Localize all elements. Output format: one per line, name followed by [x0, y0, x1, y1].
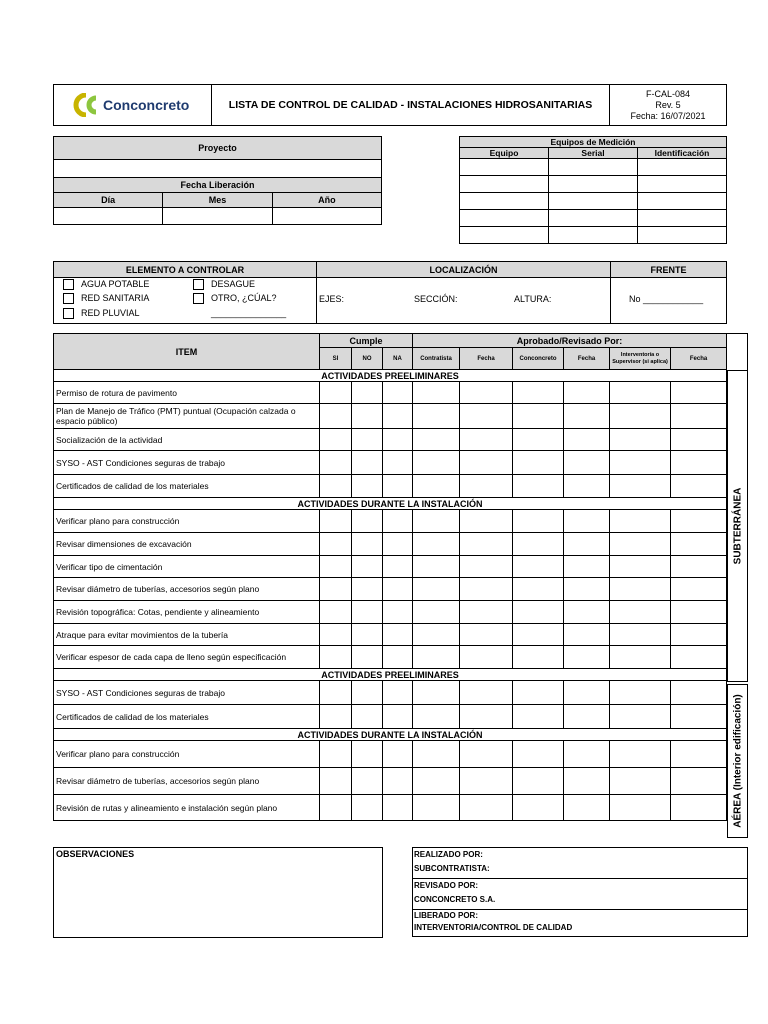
- item-label: Socialización de la actividad: [54, 429, 320, 451]
- ident-cell[interactable]: [638, 159, 727, 176]
- si-cell[interactable]: [320, 768, 352, 795]
- conconcreto-cell[interactable]: [513, 795, 564, 821]
- fecha-cell[interactable]: [460, 601, 513, 624]
- section-header: ACTIVIDADES DURANTE LA INSTALACIÓN: [54, 498, 727, 510]
- no-cell[interactable]: [352, 624, 383, 646]
- table-row: [54, 578, 748, 601]
- conconcreto-cell[interactable]: [513, 768, 564, 795]
- signatures-table: [412, 847, 748, 937]
- si-cell[interactable]: [320, 510, 352, 533]
- si-cell[interactable]: [320, 404, 352, 429]
- item-label: SYSO - AST Condiciones seguras de trabajo: [54, 451, 320, 475]
- side-label-subterranea: [727, 370, 748, 682]
- proyecto-value[interactable]: [54, 160, 382, 178]
- table-row: [54, 601, 748, 624]
- equipo-cell[interactable]: [460, 210, 549, 227]
- interventoria-cell[interactable]: [610, 510, 671, 533]
- fecha-cell[interactable]: [671, 429, 727, 451]
- contratista-cell[interactable]: [413, 556, 460, 578]
- fecha-liberacion-label: Fecha Liberación: [54, 178, 382, 193]
- fecha-cell[interactable]: [460, 681, 513, 705]
- fecha-cell[interactable]: [671, 510, 727, 533]
- interventoria-cell[interactable]: [610, 578, 671, 601]
- item-label: Verificar tipo de cimentación: [54, 556, 320, 578]
- ident-cell[interactable]: [638, 176, 727, 193]
- item-label: Revisar diámetro de tuberías, accesorios según plano: [54, 768, 320, 795]
- proyecto-label: Proyecto: [54, 137, 382, 160]
- si-cell[interactable]: [320, 681, 352, 705]
- checklist-table: [53, 333, 748, 821]
- conconcreto-cell[interactable]: [513, 646, 564, 669]
- checkbox-icon[interactable]: [63, 293, 74, 304]
- na-cell[interactable]: [383, 768, 413, 795]
- no-cell[interactable]: [352, 578, 383, 601]
- interventoria-cell[interactable]: [610, 681, 671, 705]
- localizacion-title: LOCALIZACIÓN: [317, 262, 611, 278]
- logo-cell: [54, 85, 212, 126]
- conconcreto-cell[interactable]: [513, 404, 564, 429]
- ident-cell[interactable]: [638, 227, 727, 244]
- fecha-cell[interactable]: [671, 601, 727, 624]
- fecha-cell[interactable]: [460, 429, 513, 451]
- elemento-options: [54, 278, 317, 324]
- equipo-cell[interactable]: [460, 227, 549, 244]
- serial-cell[interactable]: [549, 210, 638, 227]
- section-header: ACTIVIDADES PREELIMINARES: [54, 669, 727, 681]
- revisado-cell[interactable]: [413, 879, 748, 910]
- equipo-cell[interactable]: [460, 159, 549, 176]
- na-cell[interactable]: [383, 404, 413, 429]
- interventoria-cell[interactable]: [610, 556, 671, 578]
- fecha-cell[interactable]: [460, 705, 513, 729]
- no-cell[interactable]: [352, 601, 383, 624]
- contratista-cell[interactable]: [413, 601, 460, 624]
- item-label: Revisar dimensiones de excavación: [54, 533, 320, 556]
- na-cell[interactable]: [383, 475, 413, 498]
- contratista-cell[interactable]: [413, 768, 460, 795]
- item-header: ITEM: [54, 334, 320, 370]
- fecha-cell[interactable]: [564, 768, 610, 795]
- form-rev: Rev. 5: [655, 99, 681, 110]
- table-row: [54, 533, 748, 556]
- checklist-rows: [54, 370, 748, 821]
- fecha-cell[interactable]: [460, 382, 513, 404]
- table-row: [54, 404, 748, 429]
- si-cell[interactable]: [320, 451, 352, 475]
- si-cell[interactable]: [320, 601, 352, 624]
- subcontratista-label: SUBCONTRATISTA:: [414, 864, 490, 873]
- conconcreto-cell[interactable]: [513, 382, 564, 404]
- realizado-label: REALIZADO POR:: [414, 850, 483, 859]
- frente-field: [611, 278, 727, 324]
- fecha-cell[interactable]: [460, 646, 513, 669]
- equipo-col: Equipo: [460, 148, 549, 159]
- fecha-cell[interactable]: [671, 475, 727, 498]
- si-cell[interactable]: [320, 705, 352, 729]
- header-table: [53, 84, 727, 126]
- na-cell[interactable]: [383, 741, 413, 768]
- na-cell[interactable]: [383, 578, 413, 601]
- na-cell[interactable]: [383, 382, 413, 404]
- fecha-cell[interactable]: [671, 768, 727, 795]
- na-cell[interactable]: [383, 510, 413, 533]
- option-otro[interactable]: OTRO, ¿CÚAL?: [193, 293, 277, 304]
- serial-cell[interactable]: [549, 227, 638, 244]
- contratista-cell[interactable]: [413, 429, 460, 451]
- revisado-label: REVISADO POR:: [414, 881, 479, 890]
- fecha-cell[interactable]: [460, 556, 513, 578]
- contratista-cell[interactable]: [413, 475, 460, 498]
- fecha-cell[interactable]: [564, 451, 610, 475]
- contratista-cell[interactable]: [413, 451, 460, 475]
- anio-value[interactable]: [272, 208, 381, 225]
- localizacion-fields: [317, 278, 611, 324]
- interventoria-cell[interactable]: [610, 475, 671, 498]
- no-cell[interactable]: [352, 451, 383, 475]
- fecha-cell[interactable]: [671, 741, 727, 768]
- item-label: Permiso de rotura de pavimento: [54, 382, 320, 404]
- contratista-header: Contratista: [413, 348, 460, 370]
- conconcreto-cell[interactable]: [513, 451, 564, 475]
- si-cell[interactable]: [320, 795, 352, 821]
- si-cell[interactable]: [320, 475, 352, 498]
- table-row: [54, 451, 748, 475]
- conconcreto-logo-icon: [72, 93, 102, 117]
- no-cell[interactable]: [352, 741, 383, 768]
- fecha-cell[interactable]: [564, 624, 610, 646]
- conconcreto-cell[interactable]: [513, 556, 564, 578]
- section-header: ACTIVIDADES DURANTE LA INSTALACIÓN: [54, 729, 727, 741]
- contratista-cell[interactable]: [413, 705, 460, 729]
- conconcreto-cell[interactable]: [513, 510, 564, 533]
- checkbox-icon[interactable]: [63, 279, 74, 290]
- no-cell[interactable]: [352, 533, 383, 556]
- frente-no[interactable]: No ____________: [629, 294, 704, 304]
- interventoria-header: Interventoría o Supervisor (si aplica): [610, 348, 671, 370]
- no-cell[interactable]: [352, 705, 383, 729]
- table-row: [54, 556, 748, 578]
- fecha-cell[interactable]: [671, 533, 727, 556]
- form-code: F-CAL-084: [645, 88, 690, 99]
- conconcreto-cell[interactable]: [513, 475, 564, 498]
- na-cell[interactable]: [383, 556, 413, 578]
- fecha-cell[interactable]: [460, 404, 513, 429]
- serial-cell[interactable]: [549, 159, 638, 176]
- frente-title: FRENTE: [611, 262, 727, 278]
- no-cell[interactable]: [352, 768, 383, 795]
- fecha-cell[interactable]: [460, 578, 513, 601]
- item-label: Plan de Manejo de Tráfico (PMT) puntual (Ocupación calzada o espacio público): [54, 404, 320, 429]
- liberado-label: LIBERADO POR:: [414, 911, 478, 920]
- conconcreto-cell[interactable]: [513, 741, 564, 768]
- na-cell[interactable]: [383, 601, 413, 624]
- aprobado-header: Aprobado/Revisado Por:: [413, 334, 727, 348]
- fecha-cell[interactable]: [671, 451, 727, 475]
- conconcreto-cell[interactable]: [513, 681, 564, 705]
- fecha-cell[interactable]: [564, 429, 610, 451]
- interventoria-cell[interactable]: [610, 382, 671, 404]
- fecha-cell[interactable]: [671, 556, 727, 578]
- liberado-cell[interactable]: [413, 910, 748, 937]
- fecha-cell[interactable]: [564, 795, 610, 821]
- na-cell[interactable]: [383, 646, 413, 669]
- option-agua-potable[interactable]: AGUA POTABLE: [63, 279, 149, 290]
- equipos-title: Equipos de Medición: [460, 137, 727, 148]
- table-row: [54, 429, 748, 451]
- item-label: Atraque para evitar movimientos de la tubería: [54, 624, 320, 646]
- table-row: [54, 705, 748, 729]
- item-label: Verificar plano para construcción: [54, 510, 320, 533]
- interventoria-cell[interactable]: [610, 646, 671, 669]
- contratista-cell[interactable]: [413, 624, 460, 646]
- serial-cell[interactable]: [549, 193, 638, 210]
- checkbox-icon[interactable]: [193, 279, 204, 290]
- observaciones-box[interactable]: [53, 847, 383, 938]
- fecha-cell[interactable]: [564, 601, 610, 624]
- na-header: NA: [383, 348, 413, 370]
- mes-value[interactable]: [163, 208, 272, 225]
- identificacion-col: Identificación: [638, 148, 727, 159]
- si-cell[interactable]: [320, 578, 352, 601]
- fecha-cell[interactable]: [460, 741, 513, 768]
- elemento-title: ELEMENTO A CONTROLAR: [54, 262, 317, 278]
- no-cell[interactable]: [352, 556, 383, 578]
- interventoria-cell[interactable]: [610, 429, 671, 451]
- interventoria-cell[interactable]: [610, 741, 671, 768]
- item-label: Revisión de rutas y alineamiento e instalación según plano: [54, 795, 320, 821]
- form-date: Fecha: 16/07/2021: [630, 110, 706, 121]
- contratista-cell[interactable]: [413, 510, 460, 533]
- fecha-cell[interactable]: [671, 681, 727, 705]
- fecha-cell[interactable]: [460, 768, 513, 795]
- elemento-table: [53, 261, 727, 324]
- fecha-cell[interactable]: [564, 646, 610, 669]
- equipos-table: [459, 136, 727, 244]
- na-cell[interactable]: [383, 624, 413, 646]
- conconcreto-cell[interactable]: [513, 601, 564, 624]
- checkbox-icon[interactable]: [63, 308, 74, 319]
- anio-label: Año: [272, 193, 381, 208]
- equipo-cell[interactable]: [460, 176, 549, 193]
- checkbox-icon[interactable]: [193, 293, 204, 304]
- fecha-cell[interactable]: [671, 646, 727, 669]
- contratista-cell[interactable]: [413, 795, 460, 821]
- no-cell[interactable]: [352, 382, 383, 404]
- conconcreto-cell[interactable]: [513, 624, 564, 646]
- realizado-cell[interactable]: [413, 848, 748, 879]
- table-row: [54, 646, 748, 669]
- logo-text: Conconcreto: [103, 97, 190, 113]
- fecha-cell[interactable]: [564, 475, 610, 498]
- mes-label: Mes: [163, 193, 272, 208]
- no-cell[interactable]: [352, 475, 383, 498]
- si-cell[interactable]: [320, 429, 352, 451]
- option-desague[interactable]: DESAGUE: [193, 279, 255, 290]
- option-red-pluvial[interactable]: RED PLUVIAL: [63, 308, 140, 319]
- fecha-cell[interactable]: [564, 404, 610, 429]
- conconcreto-cell[interactable]: [513, 578, 564, 601]
- ident-cell[interactable]: [638, 210, 727, 227]
- interventoria-label: INTERVENTORIA/CONTROL DE CALIDAD: [414, 923, 573, 932]
- cumple-header: Cumple: [320, 334, 413, 348]
- altura-label: ALTURA:: [514, 294, 552, 304]
- interventoria-cell[interactable]: [610, 533, 671, 556]
- fecha-cell[interactable]: [460, 533, 513, 556]
- side-label-aerea: [727, 684, 748, 838]
- subterranea-label: SUBTERRÁNEA: [732, 487, 743, 565]
- fecha-cell[interactable]: [671, 795, 727, 821]
- fecha-cell[interactable]: [460, 475, 513, 498]
- fecha-cell[interactable]: [460, 624, 513, 646]
- interventoria-cell[interactable]: [610, 624, 671, 646]
- equipo-cell[interactable]: [460, 193, 549, 210]
- ident-cell[interactable]: [638, 193, 727, 210]
- interventoria-cell[interactable]: [610, 705, 671, 729]
- no-cell[interactable]: [352, 510, 383, 533]
- fecha-cell[interactable]: [564, 705, 610, 729]
- otro-blank-line[interactable]: _______________: [211, 308, 287, 318]
- item-label: SYSO - AST Condiciones seguras de trabajo: [54, 681, 320, 705]
- contratista-cell[interactable]: [413, 741, 460, 768]
- serial-col: Serial: [549, 148, 638, 159]
- fecha-cell[interactable]: [671, 578, 727, 601]
- conconcreto-sa-label: CONCONCRETO S.A.: [414, 895, 496, 904]
- dia-label: Día: [54, 193, 163, 208]
- si-cell[interactable]: [320, 741, 352, 768]
- item-label: Certificados de calidad de los materiales: [54, 705, 320, 729]
- si-cell[interactable]: [320, 533, 352, 556]
- aerea-label: AÉREA (Interior edificación): [732, 694, 743, 828]
- na-cell[interactable]: [383, 681, 413, 705]
- na-cell[interactable]: [383, 451, 413, 475]
- table-row: [54, 681, 748, 705]
- si-cell[interactable]: [320, 624, 352, 646]
- table-row: [54, 741, 748, 768]
- fecha-cell[interactable]: [564, 533, 610, 556]
- interventoria-cell[interactable]: [610, 404, 671, 429]
- fecha-cell[interactable]: [671, 705, 727, 729]
- contratista-cell[interactable]: [413, 404, 460, 429]
- no-cell[interactable]: [352, 795, 383, 821]
- si-cell[interactable]: [320, 382, 352, 404]
- contratista-cell[interactable]: [413, 533, 460, 556]
- table-row: [54, 768, 748, 795]
- interventoria-cell[interactable]: [610, 451, 671, 475]
- conconcreto-header: Conconcreto: [513, 348, 564, 370]
- section-header: ACTIVIDADES PREELIMINARES: [54, 370, 727, 382]
- contratista-cell[interactable]: [413, 578, 460, 601]
- serial-cell[interactable]: [549, 176, 638, 193]
- fecha-cell[interactable]: [460, 510, 513, 533]
- interventoria-cell[interactable]: [610, 795, 671, 821]
- no-cell[interactable]: [352, 646, 383, 669]
- item-label: Verificar plano para construcción: [54, 741, 320, 768]
- interventoria-cell[interactable]: [610, 768, 671, 795]
- conconcreto-cell[interactable]: [513, 705, 564, 729]
- conconcreto-cell[interactable]: [513, 429, 564, 451]
- table-row: [54, 624, 748, 646]
- item-label: Revisión topográfica: Cotas, pendiente y alineamiento: [54, 601, 320, 624]
- fecha-cell[interactable]: [671, 624, 727, 646]
- contratista-cell[interactable]: [413, 646, 460, 669]
- conconcreto-cell[interactable]: [513, 533, 564, 556]
- fecha-cell[interactable]: [671, 404, 727, 429]
- fecha-cell[interactable]: [460, 451, 513, 475]
- seccion-label: SECCIÓN:: [414, 294, 458, 304]
- fecha-cell[interactable]: [460, 795, 513, 821]
- table-row: [54, 795, 748, 821]
- na-cell[interactable]: [383, 795, 413, 821]
- fecha-cell[interactable]: [564, 510, 610, 533]
- na-cell[interactable]: [383, 705, 413, 729]
- ejes-label: EJES:: [319, 294, 345, 304]
- table-row: [54, 475, 748, 498]
- si-header: SI: [320, 348, 352, 370]
- fecha-header: Fecha: [671, 348, 727, 370]
- contratista-cell[interactable]: [413, 681, 460, 705]
- fecha-cell[interactable]: [564, 382, 610, 404]
- na-cell[interactable]: [383, 429, 413, 451]
- fecha-cell[interactable]: [564, 556, 610, 578]
- option-red-sanitaria[interactable]: RED SANITARIA: [63, 293, 149, 304]
- no-cell[interactable]: [352, 404, 383, 429]
- contratista-cell[interactable]: [413, 382, 460, 404]
- item-label: Certificados de calidad de los materiales: [54, 475, 320, 498]
- na-cell[interactable]: [383, 533, 413, 556]
- si-cell[interactable]: [320, 556, 352, 578]
- fecha-cell[interactable]: [564, 681, 610, 705]
- fecha-cell[interactable]: [564, 578, 610, 601]
- fecha-cell[interactable]: [564, 741, 610, 768]
- table-row: [54, 382, 748, 404]
- no-cell[interactable]: [352, 429, 383, 451]
- no-cell[interactable]: [352, 681, 383, 705]
- no-header: NO: [352, 348, 383, 370]
- item-label: Revisar diámetro de tuberías, accesorios según plano: [54, 578, 320, 601]
- interventoria-cell[interactable]: [610, 601, 671, 624]
- project-table: [53, 136, 382, 225]
- fecha-header: Fecha: [460, 348, 513, 370]
- dia-value[interactable]: [54, 208, 163, 225]
- fecha-header: Fecha: [564, 348, 610, 370]
- si-cell[interactable]: [320, 646, 352, 669]
- table-row: [54, 510, 748, 533]
- fecha-cell[interactable]: [671, 382, 727, 404]
- form-code-cell: [610, 85, 727, 126]
- observaciones-label: OBSERVACIONES: [56, 849, 135, 859]
- form-title: LISTA DE CONTROL DE CALIDAD - INSTALACIONES HIDROSANITARIAS: [212, 85, 610, 126]
- item-label: Verificar espesor de cada capa de lleno según especificación: [54, 646, 320, 669]
